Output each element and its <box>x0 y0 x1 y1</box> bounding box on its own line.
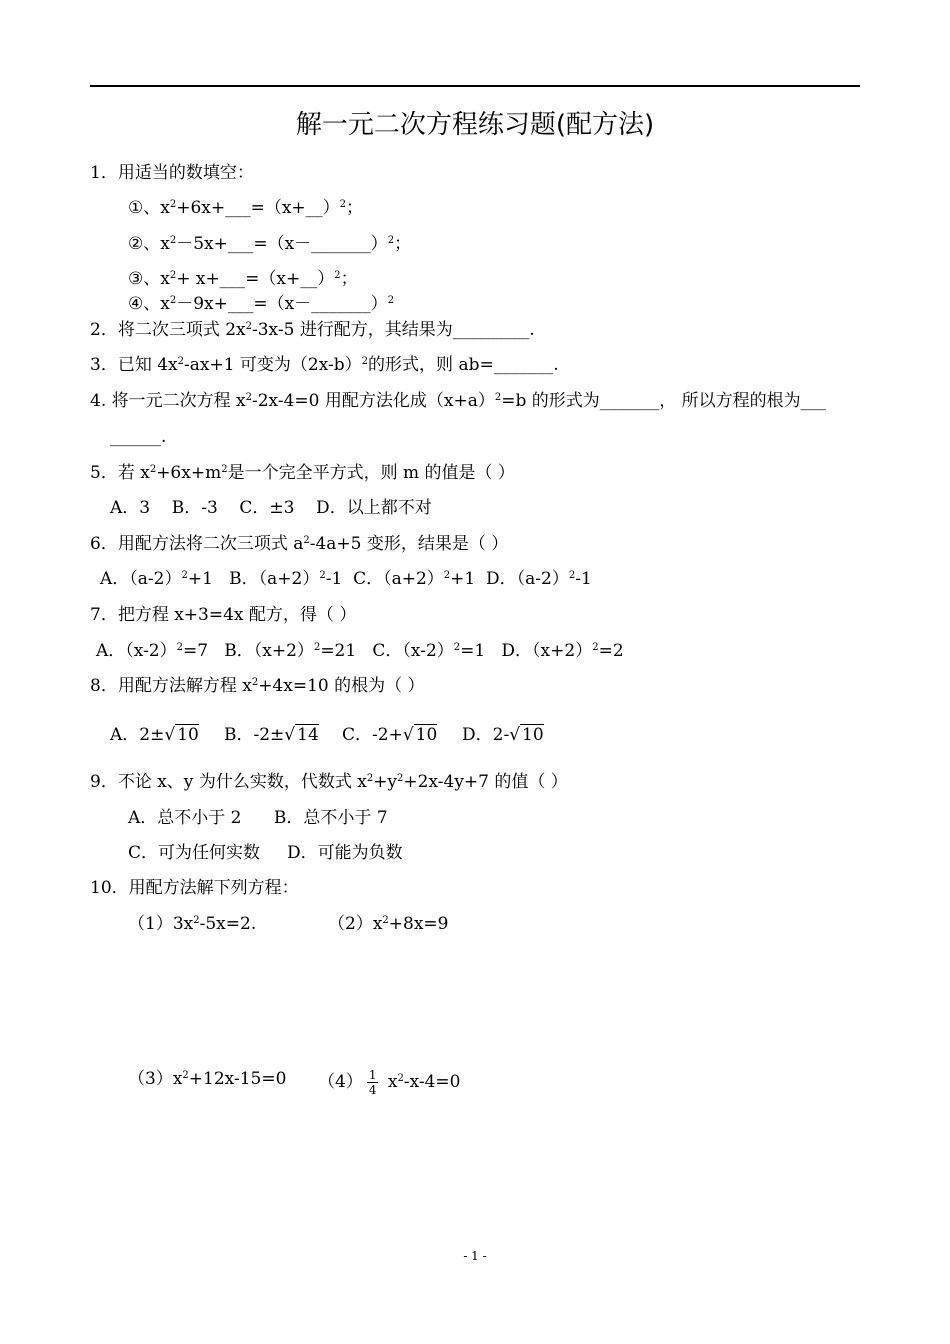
q8-option-d-radicand: 10 <box>522 725 544 745</box>
q7-options <box>96 640 624 662</box>
q8-option-a-radicand: 10 <box>177 725 199 745</box>
q8-option-b-radicand: 14 <box>297 725 319 745</box>
q10-part-1: $(1)3x^2-5x=2$. <box>128 914 257 934</box>
header-rule <box>90 85 860 87</box>
q6-options <box>100 568 592 590</box>
q6-option-b: B．$(a+2)^2-1$ <box>229 569 354 589</box>
q8-option-a: A．2±√ 10 <box>110 725 199 745</box>
q5: 5．若 $x^2+6x+m^2$是一个完全平方式，则 m 的值是（ ） <box>90 463 515 483</box>
page-number: - 1 - <box>463 1249 487 1263</box>
q1-stem: 1．用适当的数填空： <box>90 163 254 183</box>
q6: 6．用配方法将二次三项式 $a^2-4a+5$ 变形，结果是（ ） <box>90 534 509 554</box>
q7-option-a: A．$(x-2)^2=7$ <box>96 641 225 661</box>
q8-option-b: B．-2±√ 14 <box>224 725 319 745</box>
q4-continuation: ______. <box>110 427 167 447</box>
q6-option-d: D．$(a-2)^2-1$ <box>486 569 592 589</box>
q1-item-3: ③、$x^2+$ x+___=（x+__）$^2$； <box>128 269 358 289</box>
q10-stem: 10．用配方法解下列方程： <box>90 878 299 898</box>
q5-options: A．3 B．-3 C．±3 D．以上都不对 <box>110 498 432 518</box>
q8-option-d: D．2-√ 10 <box>462 725 544 745</box>
q7-option-b: B．$(x+2)^2=21$ <box>224 641 373 661</box>
q8: 8．用配方法解方程 $x^2+4x=10$ 的根为（ ） <box>90 676 425 696</box>
q10-part-4: （4） $\frac{1}{4}$ $x^2-x-4=0$ <box>318 1068 461 1097</box>
q1-item-2: ②、$x^2-5x+\_\_\_=(x-\_\_\_\_\_\_\_)^2$； <box>128 234 412 254</box>
q1-item-4: ④、$x^2-9x+\_\_\_=(x-\_\_\_\_\_\_\_)^2$ <box>128 294 395 314</box>
q8-option-c: C．-2+√ 10 <box>342 725 438 745</box>
q9-options-ab: A．总不小于 2 B．总不小于 7 <box>128 808 388 828</box>
q9-options-cd: C．可为任何实数 D．可能为负数 <box>128 843 403 863</box>
q7-option-d: D．$(x+2)^2=2$ <box>501 641 624 661</box>
q1-item-1: ①、$x^2+6x+\_\_\_=(x+\_\_)^2$； <box>128 198 364 218</box>
q10-part-3: $(3)x^2+12x-15=0$ <box>128 1069 287 1089</box>
q4: 4. 将一元二次方程 $x^2-2x-4=0$ 用配方法化成$(x+a)^2=b$ 的形式为_______， 所以方程的根为___ <box>90 391 827 411</box>
q7: 7．把方程 x+3=4x 配方，得（ ） <box>90 605 357 625</box>
q6-option-c: C．$(a+2)^2+1$ <box>353 569 487 589</box>
q9: 9．不论 x、y 为什么实数，代数式 $x^2+y^2+2x-4y+7$ 的值（ ） <box>90 772 568 792</box>
q2: 2．将二次三项式 $2x^2-3x-5$ 进行配方，其结果为_________. <box>90 320 535 340</box>
q10-part-2: $(2)x^2+8x=9$ <box>328 914 449 934</box>
q3: 3．已知 $4x^2-ax+1$ 可变为$(2x-b)^2$的形式，则 ab=_______. <box>90 355 559 375</box>
fraction-one-quarter: $\frac{1}{4}$ <box>368 1068 377 1097</box>
q6-option-a: A．$(a-2)^2+1$ <box>100 569 230 589</box>
page-title: 解一元二次方程练习题(配方法) <box>295 110 655 140</box>
q8-option-c-radicand: 10 <box>415 725 438 745</box>
q7-option-c: C．$(x-2)^2=1$ <box>372 641 502 661</box>
